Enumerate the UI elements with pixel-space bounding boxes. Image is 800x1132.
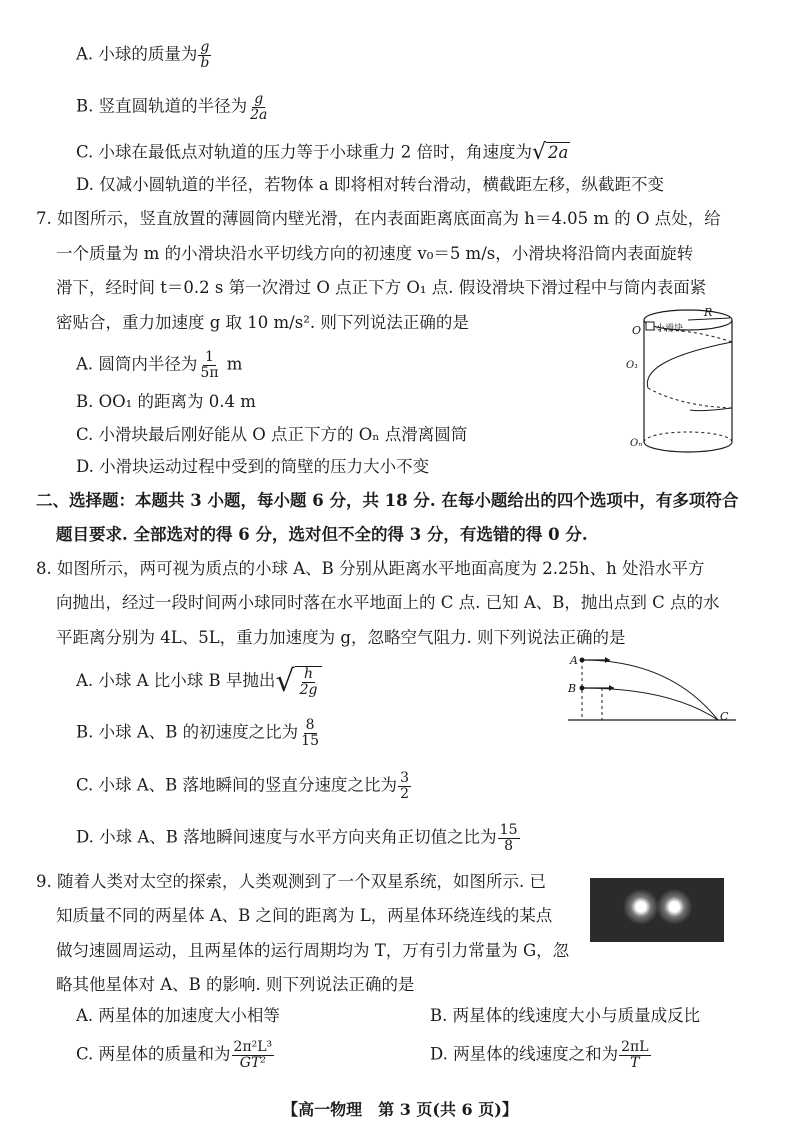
q9-option-c: C. 两星体的质量和为 $\frac{\text{2π²L³}}{\text{GT²}}$	[76, 1039, 273, 1071]
q7-option-a: A. 圆筒内半径为 $\frac{1}{5\pi}$ m	[76, 349, 243, 381]
cylinder-diagram	[620, 300, 740, 460]
q6-option-c: C. 小球在最低点对轨道的压力等于小球重力 2 倍时，角速度为 √ 2a	[76, 140, 569, 165]
label-block: 小滑块	[656, 324, 684, 334]
q8-option-c: C. 小球 A、B 落地瞬间的竖直分速度之比为 $\frac{3}{2}$	[76, 770, 409, 802]
label-On: Oₙ	[630, 438, 643, 449]
label-R: R	[704, 306, 713, 319]
q8-option-a: A. 小球 A 比小球 B 早抛出 √ $\frac{h}{2g}$	[76, 666, 322, 697]
section2-heading-line1: 二、选择题：本题共 3 小题，每小题 6 分，共 18 分. 在每小题给出的四个选项中，有多项符合	[36, 491, 739, 510]
q7-option-b: B. OO₁ 的距离为 0.4 m	[76, 392, 256, 411]
q7-stem-line2: 一个质量为 m 的小滑块沿水平切线方向的初速度 v₀＝5 m/s，小滑块将沿筒内表面旋转	[56, 244, 694, 263]
q7-option-d: D. 小滑块运动过程中受到的筒壁的压力大小不变	[76, 457, 430, 476]
q6-option-b: B. 竖直圆轨道的半径为 $\frac{g}{2a}$	[76, 91, 268, 123]
label-B: B	[568, 682, 577, 695]
fraction: $\frac{2\pi L}{T}$	[621, 1039, 649, 1071]
q8-stem-line3: 平距离分别为 4L、5L，重力加速度为 g，忽略空气阻力. 则下列说法正确的是	[56, 628, 626, 647]
q8-stem-line2: 向抛出，经过一段时间两小球同时落在水平地面上的 C 点. 已知 A、B，抛出点到 C 点的水	[56, 593, 720, 612]
fraction: $\frac{h}{2g}$	[299, 666, 318, 698]
fraction: $\frac{15}{8}$	[499, 822, 518, 854]
q8-option-d: D. 小球 A、B 落地瞬间速度与水平方向夹角正切值之比为 $\frac{15}{8}$	[76, 822, 518, 854]
section2-heading-line2: 题目要求. 全部选对的得 6 分，选对但不全的得 3 分，有选错的得 0 分.	[56, 525, 588, 544]
fraction: $\frac{g}{b}$	[200, 39, 210, 71]
q7-option-c: C. 小滑块最后刚好能从 O 点正下方的 Oₙ 点滑离圆筒	[76, 425, 468, 444]
fraction: $\frac{\text{2π²L³}}{\text{GT²}}$	[233, 1039, 273, 1071]
q6-option-a: A. 小球的质量为 $\frac{g}{b}$	[76, 39, 210, 71]
q7-stem-line3: 滑下，经时间 t＝0.2 s 第一次滑过 O 点正下方 O₁ 点. 假设滑块下滑过程中与筒内表面紧	[56, 278, 707, 297]
sqrt: √ $\frac{h}{2g}$	[275, 666, 322, 697]
q9-option-d: D. 两星体的线速度之和为 $\frac{2\pi L}{T}$	[430, 1039, 649, 1071]
q9-stem-line1: 9. 随着人类对太空的探索，人类观测到了一个双星系统，如图所示. 已	[36, 872, 546, 891]
fraction: $\frac{3}{2}$	[400, 770, 409, 802]
q9-stem-line2: 知质量不同的两星体 A、B 之间的距离为 L，两星体环绕连线的某点	[56, 906, 553, 925]
q7-stem-line4: 密贴合，重力加速度 g 取 10 m/s². 则下列说法正确的是	[56, 313, 469, 332]
q8-option-b: B. 小球 A、B 的初速度之比为 $\frac{8}{15}$	[76, 717, 319, 749]
sqrt: √ 2a	[532, 140, 569, 165]
projectile-diagram	[560, 648, 740, 728]
q6-option-d: D. 仅减小圆轨道的半径，若物体 a 即将相对转台滑动，横截距左移，纵截距不变	[76, 175, 664, 194]
page-footer: 【高一物理 第 3 页(共 6 页)】	[282, 1100, 518, 1119]
fraction: $\frac{g}{2a}$	[250, 91, 268, 123]
q9-option-b: B. 两星体的线速度大小与质量成反比	[430, 1006, 701, 1025]
fraction: $\frac{1}{5\pi}$	[200, 349, 219, 381]
label-C: C	[720, 710, 729, 723]
fraction: $\frac{8}{15}$	[301, 717, 319, 749]
label-O1: O₁	[626, 360, 639, 371]
binary-star-image	[590, 878, 724, 942]
q8-stem-line1: 8. 如图所示，两可视为质点的小球 A、B 分别从距离水平地面高度为 2.25h、h 处沿水平方	[36, 559, 705, 578]
label-O: O	[632, 324, 642, 337]
q9-option-a: A. 两星体的加速度大小相等	[76, 1006, 280, 1025]
q7-stem-line1: 7. 如图所示，竖直放置的薄圆筒内壁光滑，在内表面距离底面高为 h＝4.05 m 的 O 点处，给	[36, 209, 721, 228]
q9-stem-line4: 略其他星体对 A、B 的影响. 则下列说法正确的是	[56, 975, 415, 994]
label-A: A	[570, 654, 578, 667]
q9-stem-line3: 做匀速圆周运动，且两星体的运行周期均为 T，万有引力常量为 G，忽	[56, 941, 570, 960]
